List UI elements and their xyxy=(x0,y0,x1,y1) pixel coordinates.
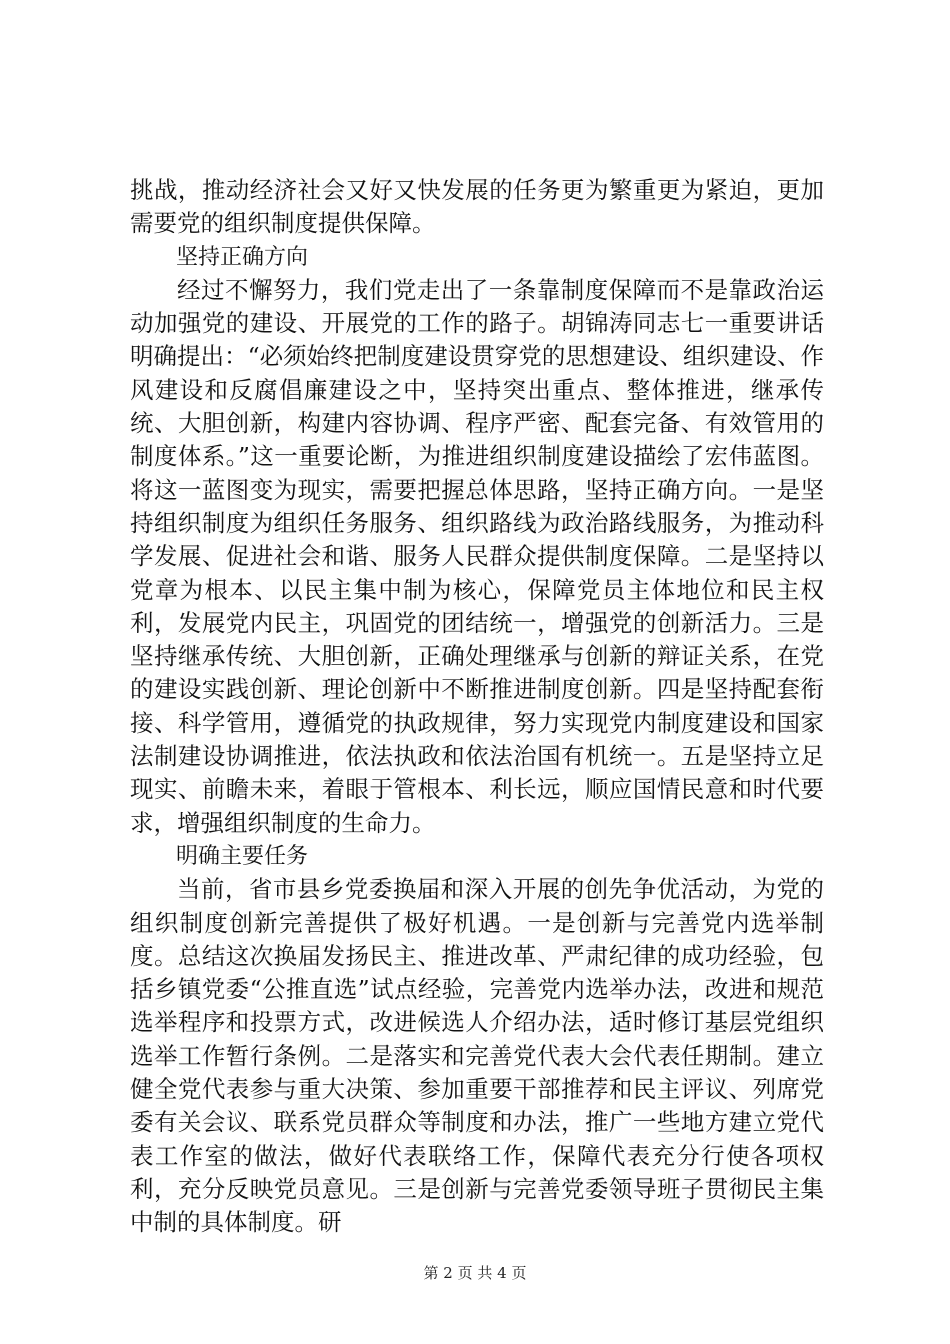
paragraph-tasks: 当前，省市县乡党委换届和深入开展的创先争优活动，为党的组织制度创新完善提供了极好机遇。一是创新与完善党内选举制度。总结这次换届发扬民主、推进改革、严肃纪律的成功经验，包括乡镇党委“公推直选”试点经验，完善党内选举办法，改进和规范选举程序和投票方式，改进候选人介绍办法，适时修订基层党组织选举工作暂行条例。二是落实和完善党代表大会代表任期制。建立健全党代表参与重大决策、参加重要干部推荐和民主评议、列席党委有关会议、联系党员群众等制度和办法，推广一些地方建立党代表工作室的做法，做好代表联络工作，保障代表充分行使各项权利，充分反映党员意见。三是创新与完善党委领导班子贯彻民主集中制的具体制度。研 xyxy=(130,875,824,1237)
paragraph-continuation: 挑战，推动经济社会又好又快发展的任务更为繁重更为紧迫，更加需要党的组织制度提供保障。 xyxy=(130,176,824,238)
section-heading-tasks: 明确主要任务 xyxy=(176,843,309,869)
section-heading-direction: 坚持正确方向 xyxy=(176,244,309,270)
paragraph-direction: 经过不懈努力，我们党走出了一条靠制度保障而不是靠政治运动加强党的建设、开展党的工作的路子。胡锦涛同志七一重要讲话明确提出：“必须始终把制度建设贯穿党的思想建设、组织建设、作风建设和反腐倡廉建设之中，坚持突出重点、整体推进，继承传统、大胆创新，构建内容协调、程序严密、配套完备、有效管用的制度体系。”这一重要论断，为推进组织制度建设描绘了宏伟蓝图。将这一蓝图变为现实，需要把握总体思路，坚持正确方向。一是坚持组织制度为组织任务服务、组织路线为政治路线服务，为推动科学发展、促进社会和谐、服务人民群众提供制度保障。二是坚持以党章为根本、以民主集中制为核心，保障党员主体地位和民主权利，发展党内民主，巩固党的团结统一，增强党的创新活力。三是坚持继承传统、大胆创新，正确处理继承与创新的辩证关系，在党的建设实践创新、理论创新中不断推进制度创新。四是坚持配套衔接、科学管用，遵循党的执政规律，努力实现党内制度建设和国家法制建设协调推进，依法执政和依法治国有机统一。五是坚持立足现实、前瞻未来，着眼于管根本、利长远，顺应国情民意和时代要求，增强组织制度的生命力。 xyxy=(130,275,824,837)
document-body xyxy=(130,174,824,1240)
page-footer: 第 2 页 共 4 页 xyxy=(423,1264,527,1282)
